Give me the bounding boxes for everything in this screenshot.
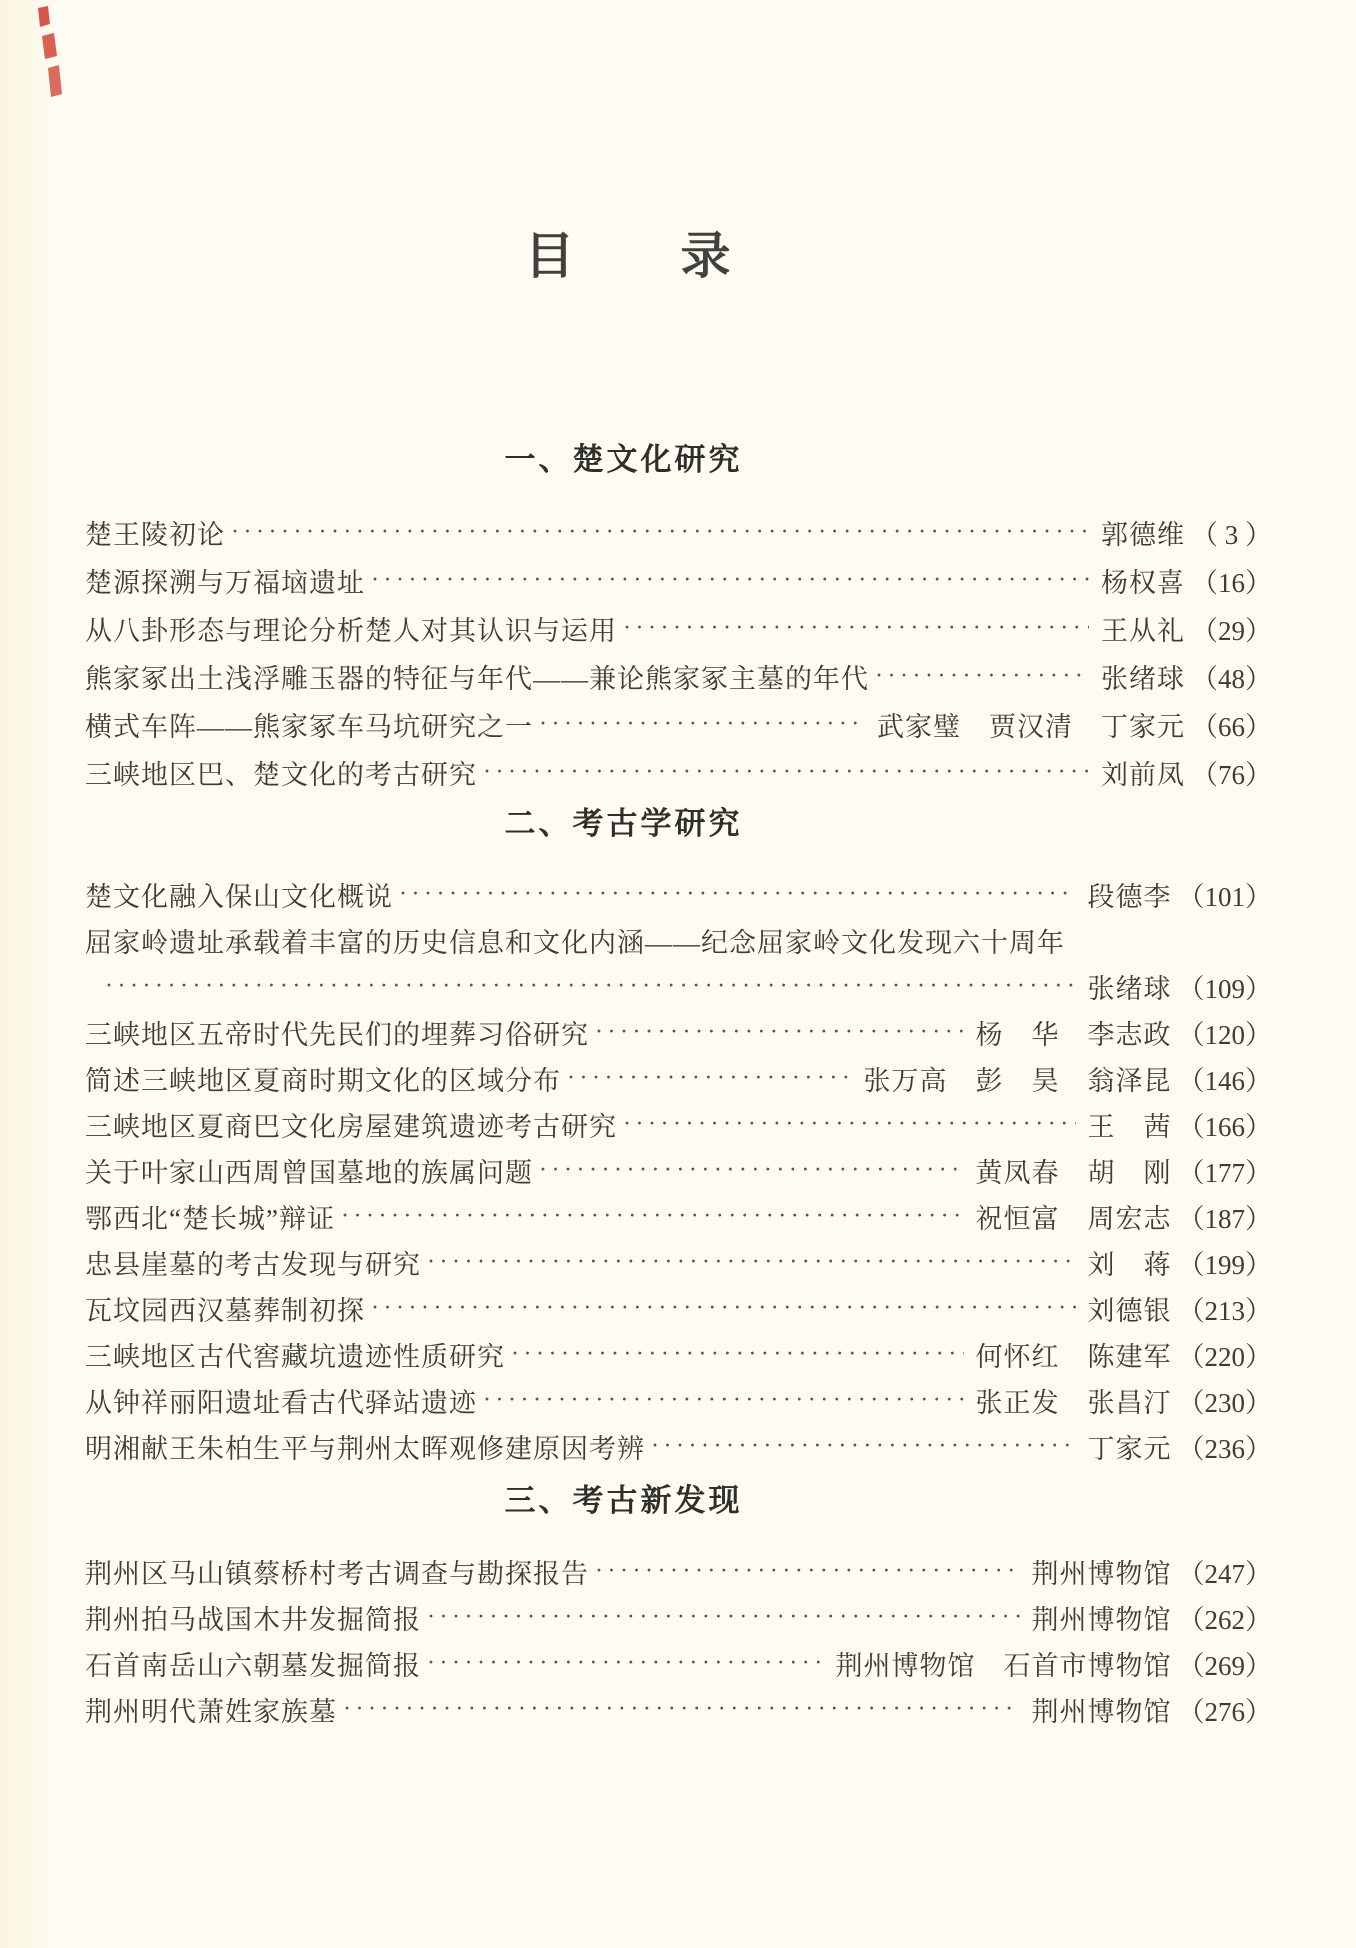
toc-entry <box>85 748 1272 796</box>
entry-title: 忠县崖墓的考古发现与研究 <box>85 1249 421 1280</box>
dot-leader <box>371 567 1089 594</box>
page-number: （16） <box>1191 567 1272 598</box>
toc-entry <box>85 700 1272 748</box>
page-number: （29） <box>1191 615 1272 646</box>
toc-list <box>85 508 1272 796</box>
entry-title: 三峡地区夏商巴文化房屋建筑遗迹考古研究 <box>85 1111 617 1142</box>
dot-leader <box>595 1558 1020 1585</box>
dot-leader <box>483 1387 964 1414</box>
entry-authors: 祝恒富 周宏志 <box>975 1203 1172 1234</box>
entry-title: 明湘献王朱柏生平与荆州太晖观修建原因考辨 <box>85 1433 645 1464</box>
entry-title: 三峡地区巴、楚文化的考古研究 <box>85 759 477 790</box>
entry-authors: 何怀红 陈建军 <box>975 1341 1172 1372</box>
entry-title: 从八卦形态与理论分析楚人对其认识与运用 <box>85 615 617 646</box>
dot-leader <box>105 973 1076 1000</box>
toc-entry <box>85 556 1272 604</box>
page-number: （146） <box>1177 1065 1272 1096</box>
section-new-discoveries <box>85 1481 1272 1732</box>
page-title: 目 录 <box>524 228 733 284</box>
entry-title: 从钟祥丽阳遗址看古代驿站遗迹 <box>85 1387 477 1418</box>
entry-authors: 荆州博物馆 石首市博物馆 <box>835 1650 1172 1681</box>
entry-authors: 黄凤春 胡 刚 <box>975 1157 1172 1188</box>
page-number: （269） <box>1177 1650 1272 1681</box>
page-number: （ 3 ） <box>1191 519 1272 550</box>
page-number: （262） <box>1177 1604 1272 1635</box>
page-number: （220） <box>1177 1341 1272 1372</box>
entry-title: 荆州拍马战国木井发掘简报 <box>85 1604 421 1635</box>
toc-entry <box>85 1640 1272 1686</box>
entry-title: 荆州区马山镇蔡桥村考古调查与勘探报告 <box>85 1558 589 1589</box>
entry-authors: 王从礼 <box>1101 615 1185 646</box>
page-number: （276） <box>1177 1696 1272 1727</box>
toc-entry <box>85 1239 1272 1285</box>
entry-title: 屈家岭遗址承载着丰富的历史信息和文化内涵——纪念屈家岭文化发现六十周年 <box>85 927 1065 958</box>
entry-authors: 张绪球 <box>1087 973 1172 1004</box>
entry-authors: 刘德银 <box>1087 1295 1172 1326</box>
entry-title: 楚文化融入保山文化概说 <box>85 881 393 912</box>
page-number: （247） <box>1177 1558 1272 1589</box>
toc-entry-wrapped-line2 <box>85 963 1272 1009</box>
section-heading: 三、考古新发现 <box>504 1483 743 1518</box>
toc-entry <box>85 1331 1272 1377</box>
entry-authors: 武家璧 贾汉清 丁家元 <box>877 711 1185 742</box>
page-number: （66） <box>1191 711 1272 742</box>
page-number: （120） <box>1177 1019 1272 1050</box>
toc-entry <box>85 1285 1272 1331</box>
page-number: （76） <box>1191 759 1272 790</box>
dot-leader <box>343 1696 1020 1723</box>
dot-leader <box>511 1341 964 1368</box>
page-number: （177） <box>1177 1157 1272 1188</box>
toc-entry-wrapped-line1 <box>85 917 1272 963</box>
page-number: （187） <box>1177 1203 1272 1234</box>
entry-authors: 郭德维 <box>1101 519 1185 550</box>
section-heading: 二、考古学研究 <box>504 806 743 841</box>
entry-title: 楚源探溯与万福垴遗址 <box>85 567 365 598</box>
entry-title: 荆州明代萧姓家族墓 <box>85 1696 337 1727</box>
entry-authors: 王 茜 <box>1087 1111 1172 1142</box>
page-number: （199） <box>1177 1249 1272 1280</box>
dot-leader <box>483 759 1089 786</box>
entry-title: 鄂西北“楚长城”辩证 <box>85 1203 335 1234</box>
dot-leader <box>427 1249 1076 1276</box>
toc-entry <box>85 871 1272 917</box>
toc-entry <box>85 1594 1272 1640</box>
toc-entry <box>85 508 1272 556</box>
toc-entry <box>85 1686 1272 1732</box>
entry-title: 瓦坟园西汉墓葬制初探 <box>85 1295 365 1326</box>
entry-title: 熊家冢出土浅浮雕玉器的特征与年代——兼论熊家冢主墓的年代 <box>85 663 869 694</box>
entry-title: 简述三峡地区夏商时期文化的区域分布 <box>85 1065 561 1096</box>
dot-leader <box>567 1065 852 1092</box>
toc-entry <box>85 1147 1272 1193</box>
section-heading: 一、楚文化研究 <box>504 442 743 477</box>
toc-entry <box>85 1055 1272 1101</box>
toc-entry <box>85 1548 1272 1594</box>
section-chu-culture <box>85 440 1272 796</box>
entry-authors: 张绪球 <box>1101 663 1185 694</box>
dot-leader <box>371 1295 1076 1322</box>
page-number: （236） <box>1177 1433 1272 1464</box>
toc-entry <box>85 1377 1272 1423</box>
page-number: （166） <box>1177 1111 1272 1142</box>
dot-leader <box>623 1111 1076 1138</box>
toc-list <box>85 871 1272 1469</box>
toc-entry <box>85 604 1272 652</box>
toc-entry <box>85 1193 1272 1239</box>
entry-title: 三峡地区五帝时代先民们的埋葬习俗研究 <box>85 1019 589 1050</box>
page-number: （230） <box>1177 1387 1272 1418</box>
entry-title: 石首南岳山六朝墓发掘简报 <box>85 1650 421 1681</box>
page-number: （48） <box>1191 663 1272 694</box>
dot-leader <box>399 881 1076 908</box>
entry-authors: 杨权喜 <box>1101 567 1185 598</box>
page-number: （101） <box>1177 881 1272 912</box>
entry-authors: 荆州博物馆 <box>1031 1558 1172 1589</box>
entry-authors: 张万高 彭 昊 翁泽昆 <box>863 1065 1172 1096</box>
dot-leader <box>651 1433 1076 1460</box>
entry-title: 三峡地区古代窖藏坑遗迹性质研究 <box>85 1341 505 1372</box>
entry-title: 横式车阵——熊家冢车马坑研究之一 <box>85 711 533 742</box>
dot-leader <box>427 1604 1020 1631</box>
dot-leader <box>341 1203 964 1230</box>
entry-authors: 丁家元 <box>1087 1433 1172 1464</box>
entry-authors: 杨 华 李志政 <box>975 1019 1172 1050</box>
dot-leader <box>427 1650 824 1677</box>
entry-authors: 荆州博物馆 <box>1031 1696 1172 1727</box>
toc-entry <box>85 1101 1272 1147</box>
dot-leader <box>539 1157 964 1184</box>
dot-leader <box>231 519 1089 546</box>
red-ink-marks <box>28 4 80 100</box>
entry-authors: 段德李 <box>1087 881 1172 912</box>
entry-authors: 刘前凤 <box>1101 759 1185 790</box>
entry-authors: 张正发 张昌汀 <box>975 1387 1172 1418</box>
section-archaeology-research <box>85 804 1272 1469</box>
entry-authors: 刘 蒋 <box>1087 1249 1172 1280</box>
page-number: （109） <box>1177 973 1272 1004</box>
dot-leader <box>595 1019 964 1046</box>
toc-entry <box>85 1009 1272 1055</box>
entry-title: 关于叶家山西周曾国墓地的族属问题 <box>85 1157 533 1188</box>
dot-leader <box>875 663 1089 690</box>
toc-list <box>85 1548 1272 1732</box>
dot-leader <box>623 615 1089 642</box>
dot-leader <box>539 711 865 738</box>
page-number: （213） <box>1177 1295 1272 1326</box>
toc-entry <box>85 1423 1272 1469</box>
toc-entry <box>85 652 1272 700</box>
entry-title: 楚王陵初论 <box>85 519 225 550</box>
entry-authors: 荆州博物馆 <box>1031 1604 1172 1635</box>
